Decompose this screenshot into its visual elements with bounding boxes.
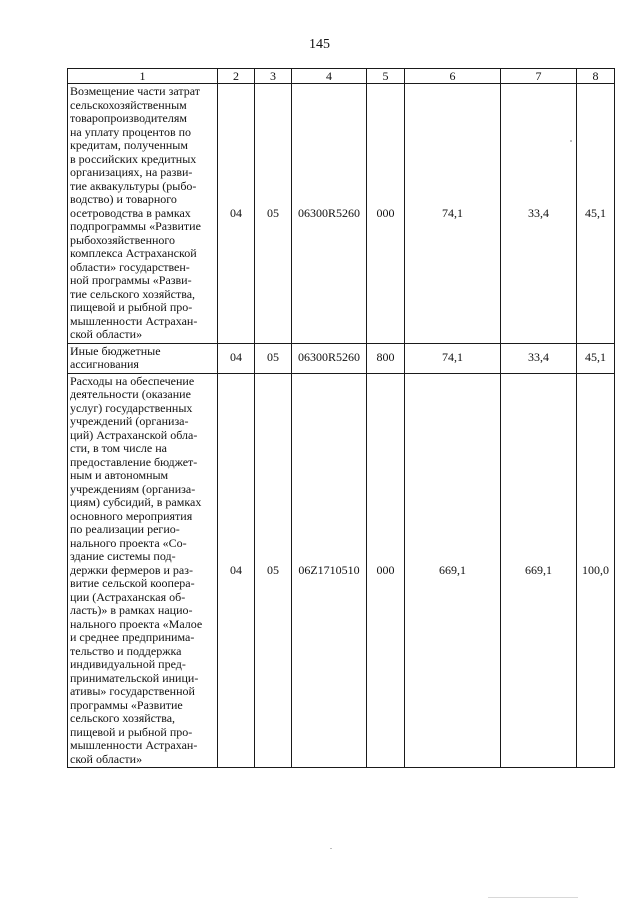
description-line: деятельности (оказание	[70, 387, 191, 401]
actual-amount: 33,4	[501, 84, 577, 344]
header-cell: 5	[367, 69, 405, 84]
actual-amount: 669,1	[501, 373, 577, 768]
header-cell: 6	[405, 69, 501, 84]
description-line: товаропроизводителям	[70, 111, 187, 125]
description-line: Возмещение части затрат	[70, 84, 200, 98]
description-line: водство) и товарного	[70, 192, 177, 206]
description-line: учреждениям (организа-	[70, 481, 196, 496]
description-line: подпрограммы «Развитие	[70, 219, 201, 233]
description-line: тие сельского хозяйства,	[70, 286, 196, 301]
description-line: по реализации регио-	[70, 522, 180, 536]
description-line: предоставление бюджет-	[70, 454, 198, 469]
description-line: услуг) государственных	[70, 400, 193, 415]
description-line: комплекса Астраханской	[70, 246, 197, 260]
description-line: ций) Астраханской обла-	[70, 427, 198, 442]
description-line: области» государствен-	[70, 259, 190, 274]
description-line: сти, в том числе на	[70, 441, 167, 455]
table-row	[68, 373, 615, 768]
execution-percent: 45,1	[577, 343, 615, 373]
description-line: ассигнования	[70, 357, 139, 371]
description-line: кредитам, полученным	[70, 138, 188, 152]
description-line: Расходы на обеспечение	[70, 373, 195, 388]
header-cell: 8	[577, 69, 615, 84]
description-line: сельского хозяйства,	[70, 711, 176, 725]
header-cell: 3	[255, 69, 292, 84]
table-row	[68, 84, 615, 344]
description-line: организациях, на разви-	[70, 165, 193, 179]
description-line: витие сельской коопера-	[70, 576, 195, 590]
description-line: в российских кредитных	[70, 151, 197, 166]
description-line: сельскохозяйственным	[70, 97, 187, 112]
description-line: рыбохозяйственного	[70, 232, 176, 247]
subsection-code: 05	[255, 84, 292, 344]
section-code: 04	[218, 343, 255, 373]
description-line: Иные бюджетные	[70, 343, 161, 358]
table-row	[68, 343, 615, 373]
description-line: ативы» государственной	[70, 684, 195, 698]
description-line: принимательской иници-	[70, 670, 199, 685]
description-line: учреждений (организа-	[70, 414, 189, 428]
row-description	[68, 343, 218, 373]
budget-table	[67, 68, 615, 768]
expense-type-code: 000	[367, 84, 405, 344]
description-line: тельство и поддержка	[70, 643, 182, 658]
header-cell: 7	[501, 69, 577, 84]
description-line: циям) субсидий, в рамках	[70, 495, 202, 509]
description-line: и среднее предпринима-	[70, 630, 195, 644]
description-line: нального проекта «Малое	[70, 616, 203, 631]
description-line: пищевой и рыбной про-	[70, 724, 193, 739]
section-code: 04	[218, 84, 255, 344]
description-line: здание системы под-	[70, 549, 176, 563]
section-code: 04	[218, 373, 255, 768]
scan-speck	[570, 140, 572, 142]
description-line: основного мероприятия	[70, 508, 193, 523]
description-line: ской области»	[70, 751, 143, 766]
target-article-code: 06Z1710510	[292, 373, 367, 768]
description-line: ной программы «Разви-	[70, 273, 192, 287]
target-article-code: 06300R5260	[292, 84, 367, 344]
planned-amount: 74,1	[405, 84, 501, 344]
description-line: ным и автономным	[70, 468, 169, 482]
actual-amount: 33,4	[501, 343, 577, 373]
description-line: ласть)» в рамках нацио-	[70, 603, 193, 617]
expense-type-code: 800	[367, 343, 405, 373]
execution-percent: 45,1	[577, 84, 615, 344]
description-line: нального проекта «Со-	[70, 535, 187, 550]
header-cell: 1	[68, 69, 218, 84]
subsection-code: 05	[255, 343, 292, 373]
description-line: мышленности Астрахан-	[70, 738, 198, 752]
description-line: на уплату процентов по	[70, 124, 192, 139]
table-header-row	[68, 69, 615, 84]
description-line: мышленности Астрахан-	[70, 313, 198, 328]
scan-speck	[488, 897, 578, 898]
row-description	[68, 373, 218, 768]
scan-speck	[330, 848, 332, 849]
planned-amount: 74,1	[405, 343, 501, 373]
description-line: программы «Развитие	[70, 697, 183, 712]
description-line: держки фермеров и раз-	[70, 562, 193, 577]
header-cell: 2	[218, 69, 255, 84]
expense-type-code: 000	[367, 373, 405, 768]
description-line: пищевой и рыбной про-	[70, 300, 193, 314]
description-line: индивидуальной пред-	[70, 657, 186, 671]
target-article-code: 06300R5260	[292, 343, 367, 373]
description-line: осетроводства в рамках	[70, 205, 191, 220]
row-description	[68, 84, 218, 344]
planned-amount: 669,1	[405, 373, 501, 768]
description-line: тие аквакультуры (рыбо-	[70, 178, 197, 193]
description-line: ской области»	[70, 327, 143, 341]
description-line: ции (Астраханская об-	[70, 589, 186, 604]
execution-percent: 100,0	[577, 373, 615, 768]
subsection-code: 05	[255, 373, 292, 768]
header-cell: 4	[292, 69, 367, 84]
page-number: 145	[309, 37, 330, 52]
